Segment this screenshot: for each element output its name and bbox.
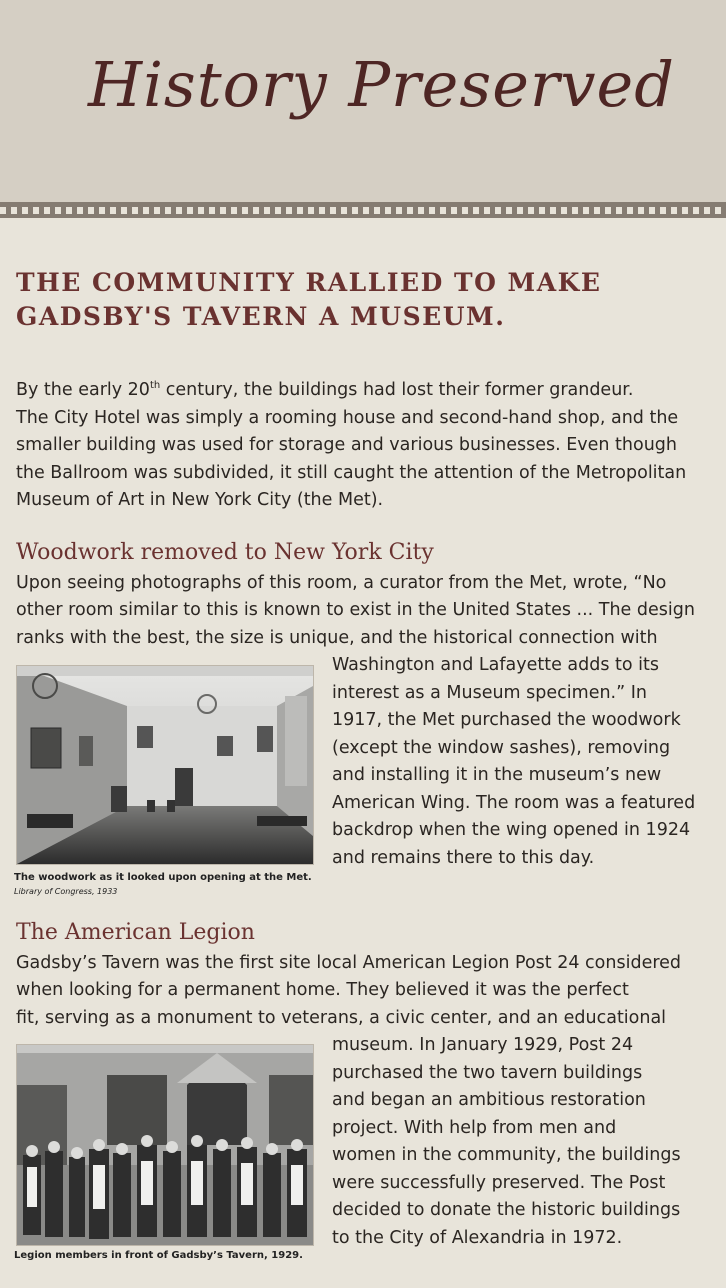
intro-line-1: By the early 20th century, the buildings had lost their former grandeur. bbox=[16, 380, 634, 400]
legion-line: project. With help from men and bbox=[332, 1118, 617, 1138]
legion-line: decided to donate the historic buildings bbox=[332, 1200, 681, 1220]
section-heading-legion: The American Legion bbox=[16, 920, 255, 945]
legion-line: to the City of Alexandria in 1972. bbox=[332, 1228, 623, 1248]
legion-line: and began an ambitious restoration bbox=[332, 1090, 646, 1110]
intro-line-3: smaller building was used for storage and various businesses. Even though bbox=[16, 435, 677, 455]
woodwork-line: backdrop when the wing opened in 1924 bbox=[332, 820, 691, 840]
header-banner bbox=[0, 0, 726, 202]
photo-caption: The woodwork as it looked upon opening at the Met. bbox=[14, 872, 312, 883]
woodwork-line: other room similar to this is known to exist in the United States ... The design bbox=[16, 600, 695, 620]
woodwork-line: interest as a Museum specimen.” In bbox=[332, 683, 647, 703]
legion-line: fit, serving as a monument to veterans, a civic center, and an educational bbox=[16, 1008, 667, 1028]
woodwork-line: Washington and Lafayette adds to its bbox=[332, 655, 660, 675]
filmstrip-divider bbox=[0, 202, 726, 218]
headline-line-2: GADSBY'S TAVERN A MUSEUM. bbox=[16, 302, 506, 331]
legion-line: purchased the two tavern buildings bbox=[332, 1063, 643, 1083]
ballroom-photo bbox=[16, 665, 314, 865]
legion-line: were successfully preserved. The Post bbox=[332, 1173, 666, 1193]
intro-line-2: The City Hotel was simply a rooming house and second-hand shop, and the bbox=[16, 408, 679, 428]
legion-photo bbox=[16, 1044, 314, 1246]
main-headline bbox=[16, 266, 716, 334]
woodwork-line: and installing it in the museum’s new bbox=[332, 765, 662, 785]
woodwork-line: (except the window sashes), removing bbox=[332, 738, 671, 758]
legion-line: when looking for a permanent home. They believed it was the perfect bbox=[16, 980, 629, 1000]
headline-line-1: THE COMMUNITY RALLIED TO MAKE bbox=[16, 268, 602, 297]
page-title: History Preserved bbox=[88, 48, 675, 121]
woodwork-line: and remains there to this day. bbox=[332, 848, 595, 868]
woodwork-line: 1917, the Met purchased the woodwork bbox=[332, 710, 681, 730]
photo-caption: Legion members in front of Gadsby’s Tavern, 1929. bbox=[14, 1250, 303, 1261]
woodwork-line: Upon seeing photographs of this room, a curator from the Met, wrote, “No bbox=[16, 573, 667, 593]
intro-line-4: the Ballroom was subdivided, it still caught the attention of the Metropolitan bbox=[16, 463, 687, 483]
photo-credit: Library of Congress, 1933 bbox=[14, 887, 118, 896]
legion-line: Gadsby’s Tavern was the first site local American Legion Post 24 considered bbox=[16, 953, 682, 973]
intro-line-5: Museum of Art in New York City (the Met). bbox=[16, 490, 384, 510]
woodwork-line: ranks with the best, the size is unique, and the historical connection with bbox=[16, 628, 658, 648]
legion-line: museum. In January 1929, Post 24 bbox=[332, 1035, 634, 1055]
section-heading-woodwork: Woodwork removed to New York City bbox=[16, 540, 434, 565]
legion-line: women in the community, the buildings bbox=[332, 1145, 681, 1165]
woodwork-line: American Wing. The room was a featured bbox=[332, 793, 696, 813]
